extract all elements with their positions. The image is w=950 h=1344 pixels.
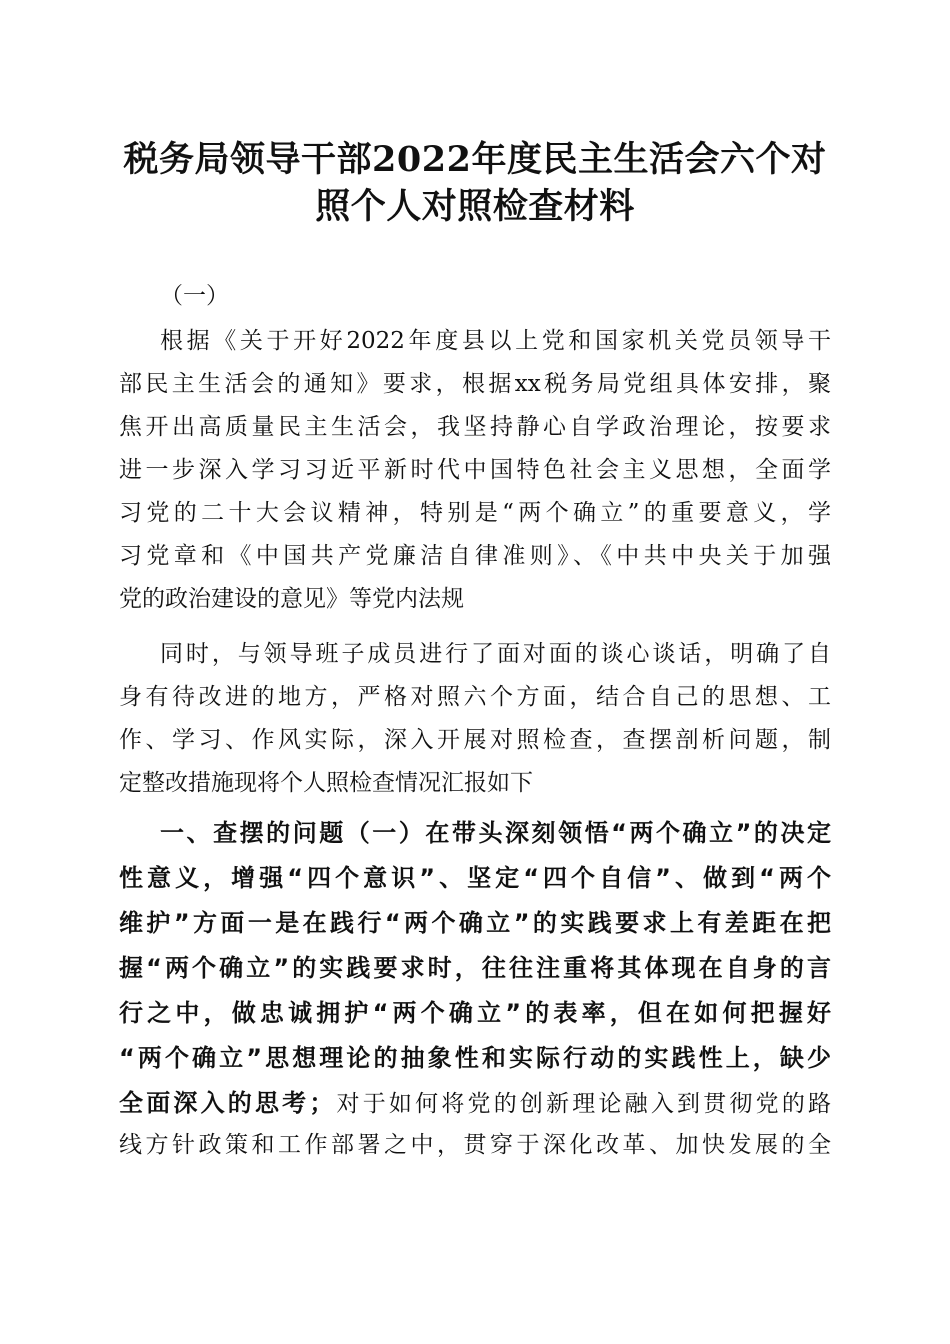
paragraph-3-line-1: 一、查摆的问题（一）在带头深刻领悟“两个确立”的决定: [160, 819, 831, 847]
paragraph-1-line-3: 焦开出高质量民主生活会，我坚持静心自学政治理论，按要求: [119, 414, 831, 440]
paragraph-3-line-4: 握“两个确立”的实践要求时，往往注重将其体现在自身的言: [119, 954, 831, 982]
paragraph-3-line-6: “两个确立”思想理论的抽象性和实际行动的实践性上，缺少: [119, 1044, 831, 1072]
paragraph-3-line-7: [119, 1082, 831, 1125]
paragraph-1-line-1: 根据《关于开好2022年度县以上党和国家机关党员领导干: [160, 328, 831, 354]
paragraph-2-line-1: 同时，与领导班子成员进行了面对面的谈心谈话，明确了自: [160, 641, 831, 667]
document-title-line-1: 税务局领导干部2022年度民主生活会六个对: [123, 139, 827, 180]
paragraph-1-line-6: 习党章和《中国共产党廉洁自律准则》、《中共中央关于加强: [119, 543, 831, 569]
paragraph-3-line-5: 行之中，做忠诚拥护“两个确立”的表率，但在如何把握好: [119, 999, 831, 1027]
paragraph-1-line-4: 进一步深入学习习近平新时代中国特色社会主义思想，全面学: [119, 457, 831, 483]
paragraph-1-line-7: 党的政治建设的意见》等党内法规: [119, 586, 464, 612]
paragraph-1-line-5: 习党的二十大会议精神，特别是“两个确立”的重要意义，学: [119, 500, 831, 526]
section-marker: （一）: [160, 283, 229, 309]
paragraph-3-line-3: 维护”方面一是在践行“两个确立”的实践要求上有差距在把: [119, 909, 831, 937]
paragraph-3-normal-segment: 对于如何将党的创新理论融入到贯彻党的路: [333, 1091, 832, 1117]
document-title-line-2: 照个人对照检查材料: [315, 186, 635, 227]
paragraph-2-line-4: 定整改措施现将个人照检查情况汇报如下: [119, 770, 533, 796]
paragraph-3-bold-segment: 全面深入的思考；: [119, 1089, 334, 1117]
paragraph-3-line-8: 线方针政策和工作部署之中，贯穿于深化改革、加快发展的全: [119, 1132, 831, 1158]
paragraph-1-line-2: 部民主生活会的通知》要求，根据xx税务局党组具体安排，聚: [119, 371, 831, 397]
paragraph-2-line-2: 身有待改进的地方，严格对照六个方面，结合自己的思想、工: [119, 684, 831, 710]
paragraph-3-line-2: 性意义，增强“四个意识”、坚定“四个自信”、做到“两个: [119, 864, 831, 892]
paragraph-2-line-3: 作、学习、作风实际，深入开展对照检查，查摆剖析问题，制: [119, 727, 831, 753]
